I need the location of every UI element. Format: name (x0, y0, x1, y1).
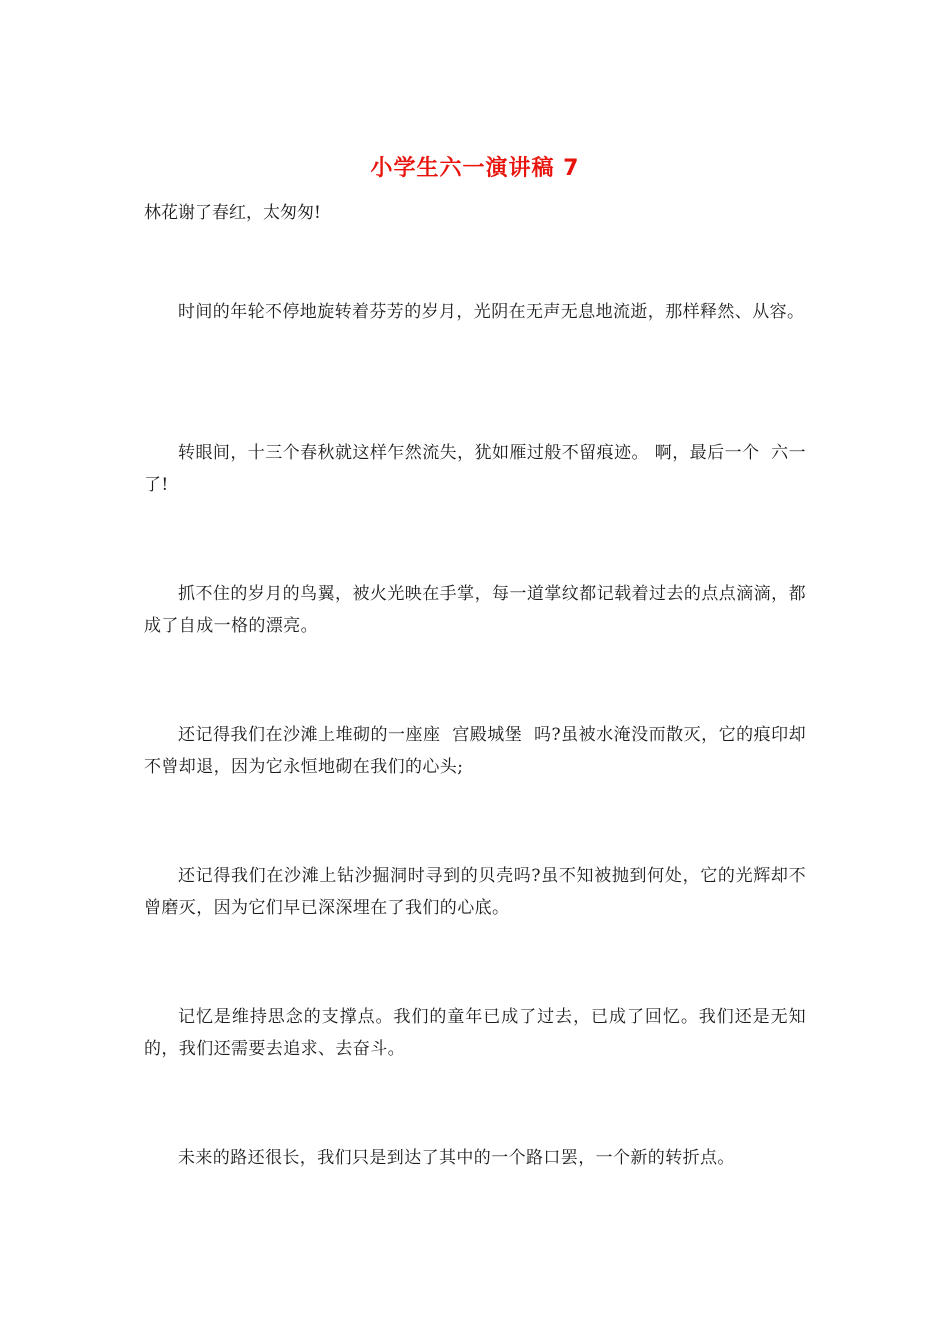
paragraph: 时间的年轮不停地旋转着芬芳的岁月，光阴在无声无息地流逝，那样释然、从容。 (178, 302, 805, 322)
paragraph: 记忆是维持思念的支撑点。我们的童年已成了过去，已成了回忆。我们还是无知的，我们还需要去追求、去奋斗。 (144, 1007, 806, 1059)
paragraph: 转眼间，十三个春秋就这样乍然流失，犹如雁过般不留痕迹。 啊，最后一个 六一 了! (144, 443, 818, 495)
paragraph: 未来的路还很长，我们只是到达了其中的一个路口罢，一个新的转折点。 (178, 1148, 735, 1168)
opening-line: 林花谢了春红，太匆匆! (144, 203, 321, 223)
paragraph: 还记得我们在沙滩上堆砌的一座座 宫殿城堡 吗?虽被水淹没而散灭，它的痕印却不曾却退，因为它永恒地砌在我们的心头; (144, 725, 806, 777)
document-title: 小学生六一演讲稿 7 (370, 156, 580, 181)
paragraph: 还记得我们在沙滩上钻沙掘洞时寻到的贝壳吗?虽不知被抛到何处，它的光辉却不曾磨灭，因为它们早已深深埋在了我们的心底。 (144, 866, 806, 918)
paragraph: 抓不住的岁月的鸟翼，被火光映在手掌，每一道掌纹都记载着过去的点点滴滴，都成了自成一格的漂亮。 (144, 584, 806, 636)
